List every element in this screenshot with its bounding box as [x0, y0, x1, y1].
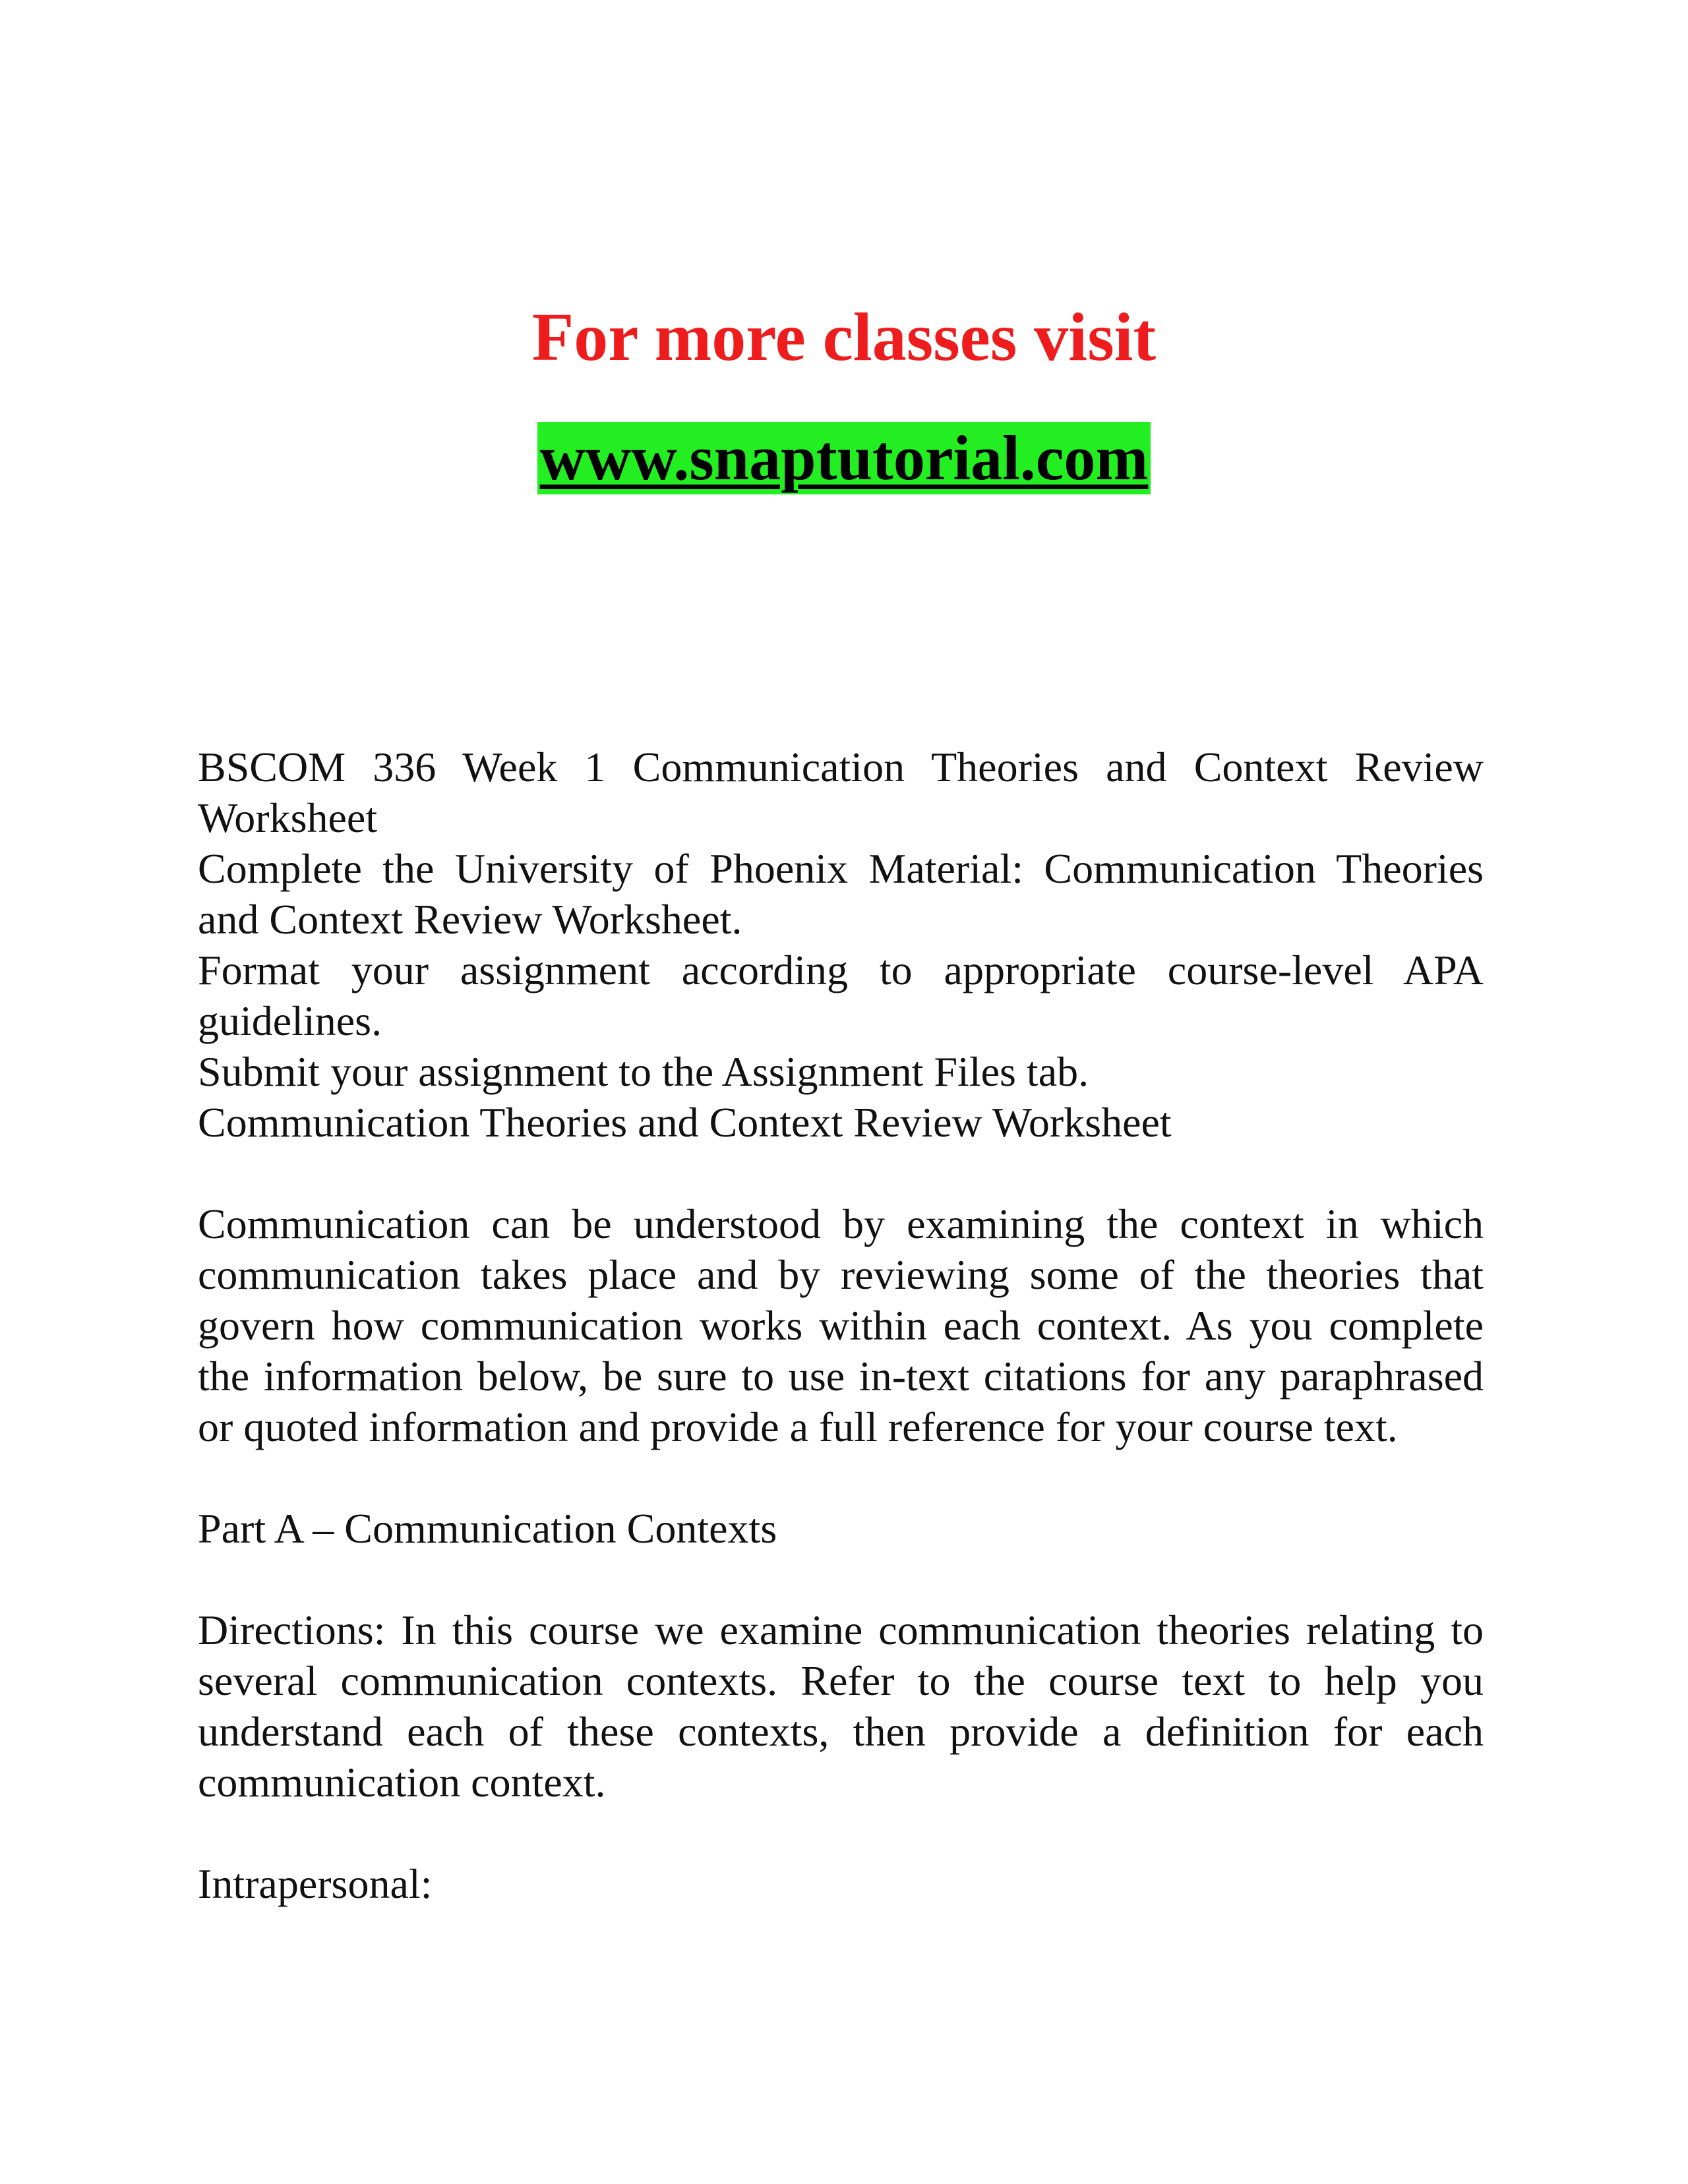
instruction-submit: Submit your assignment to the Assignment Files tab.: [198, 1048, 1089, 1095]
spacer: [198, 1148, 1484, 1198]
part-a-heading: Part A – Communication Contexts: [198, 1505, 777, 1552]
spacer: [198, 1554, 1484, 1605]
spacer: [198, 1452, 1484, 1503]
directions-paragraph: Directions: In this course we examine communication theories relating to several communication contexts. Refer to the course text to help you understand each of these contexts, then provide a definition for each communication context.: [198, 1607, 1484, 1806]
document-body: [198, 742, 1484, 1909]
promo-heading: For more classes visit: [531, 299, 1157, 375]
promo-website-link[interactable]: www.snaptutorial.com: [537, 422, 1151, 494]
promo-link-container: [0, 422, 1688, 494]
intro-paragraph: Communication can be understood by examining the context in which communication takes place and by reviewing some of the theories that govern how communication works within each context. As you complete the information below, be sure to use in-text citations for any paraphrased or quoted information and provide a full reference for your course text.: [198, 1200, 1484, 1450]
spacer: [198, 1808, 1484, 1858]
worksheet-title: Communication Theories and Context Review Worksheet: [198, 1099, 1172, 1146]
instruction-complete: Complete the University of Phoenix Material: Communication Theories and Context Review Worksheet.: [198, 845, 1484, 943]
instruction-format: Format your assignment according to appropriate course-level APA guidelines.: [198, 947, 1484, 1044]
intrapersonal-label: Intrapersonal:: [198, 1860, 433, 1907]
document-title: BSCOM 336 Week 1 Communication Theories and Context Review Worksheet: [198, 744, 1484, 841]
